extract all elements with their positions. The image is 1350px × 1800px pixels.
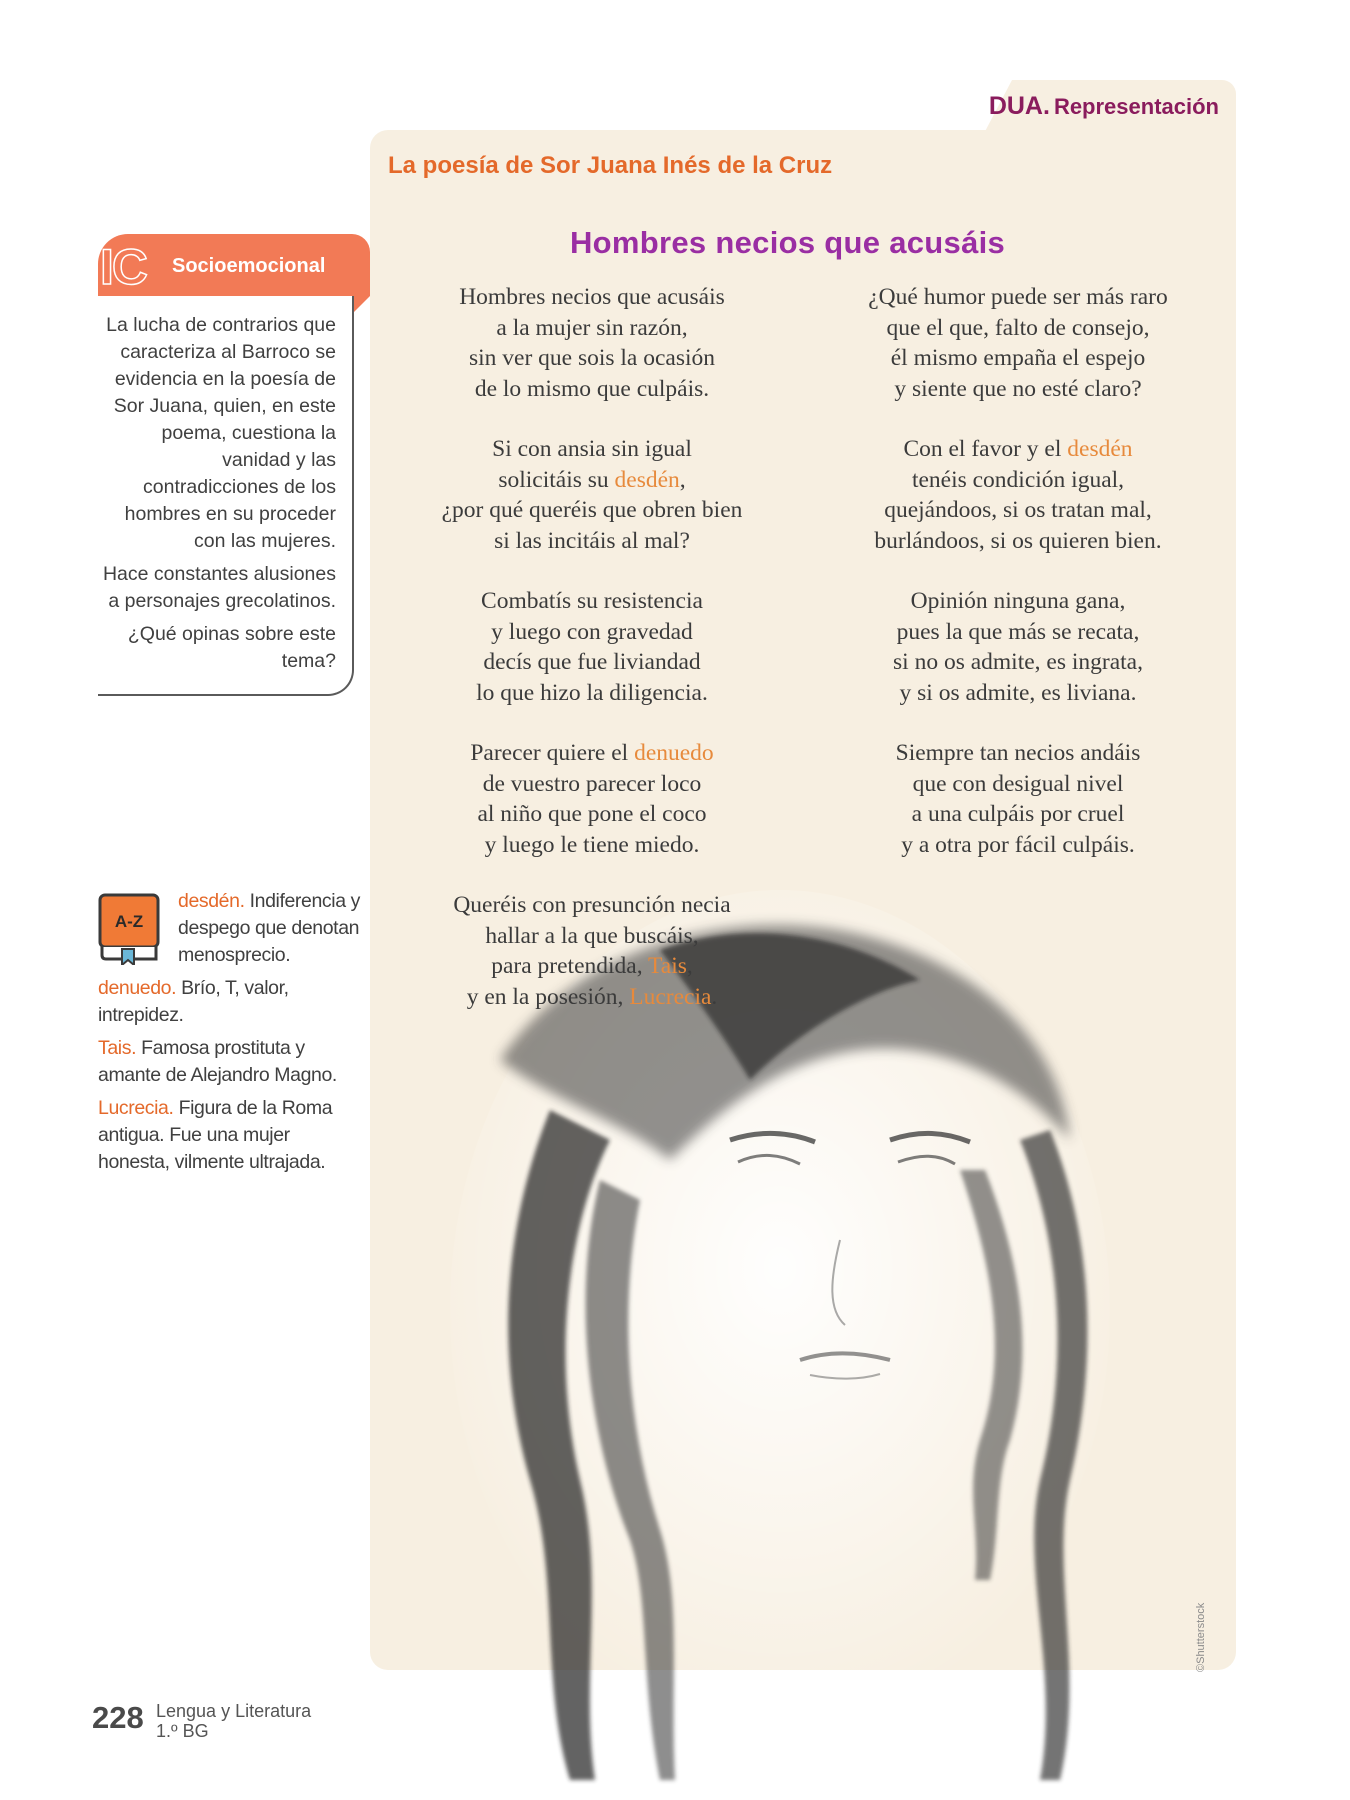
glossary-term: Lucrecia. bbox=[98, 1097, 174, 1119]
poem-line: decís que fue liviandad bbox=[483, 649, 701, 675]
poem-line: si no os admite, es ingrata, bbox=[893, 649, 1143, 675]
poem-line: y a otra por fácil culpáis. bbox=[901, 831, 1135, 858]
page-number: 228 bbox=[92, 1700, 144, 1735]
stanza bbox=[392, 586, 792, 708]
glossary-definition: Brío, T, valor, intrepidez. bbox=[98, 977, 289, 1026]
socioemocional-title: Socioemocional bbox=[172, 255, 326, 277]
poem-line: Combatís su resistencia bbox=[481, 588, 703, 614]
poem-line: y luego le tiene miedo. bbox=[484, 831, 700, 858]
glossary-icon-text: A-Z bbox=[114, 912, 144, 931]
poem-line: tenéis condición igual, bbox=[911, 466, 1125, 493]
dua-label bbox=[989, 92, 1219, 121]
glossary bbox=[98, 888, 360, 1182]
poem-line: lo que hizo la diligencia. bbox=[476, 679, 708, 706]
glossary-term: Tais. bbox=[98, 1037, 137, 1059]
poem-line: para pretendida, Tais, bbox=[491, 953, 693, 979]
stanza bbox=[818, 282, 1218, 404]
glossary-highlight: denuedo bbox=[634, 740, 714, 766]
poem-line: solicitáis su desdén, bbox=[498, 466, 686, 493]
poem-line: Con el favor y el desdén bbox=[903, 436, 1133, 462]
poem-line: a una culpáis por cruel bbox=[911, 801, 1125, 827]
glossary-definition: Famosa prostituta y amante de Alejandro Magno. bbox=[98, 1037, 337, 1086]
socioemocional-paragraph: La lucha de contrarios que caracteriza al Barroco se evidencia en la poesía de Sor Juana, quien, en este poema, cuestiona la vanidad y las contradicciones de los hombres en su proceder con las mujeres. bbox=[106, 314, 336, 552]
stanza bbox=[392, 434, 792, 556]
poem-line: hallar a la que buscáis, bbox=[485, 922, 699, 949]
poem-line: Opinión ninguna gana, bbox=[910, 588, 1126, 614]
poem-line: Hombres necios que acusáis bbox=[459, 284, 725, 310]
poem-line: que el que, falto de consejo, bbox=[886, 314, 1150, 341]
socioemocional-question: ¿Qué opinas sobre este tema? bbox=[127, 623, 336, 672]
poem-line: a la mujer sin razón, bbox=[496, 314, 688, 341]
glossary-term: desdén. bbox=[178, 890, 245, 912]
glossary-entry bbox=[98, 888, 360, 969]
dua-representation: Representación bbox=[1053, 94, 1219, 119]
stanza bbox=[818, 434, 1218, 556]
poem-line: él mismo empaña el espejo bbox=[890, 345, 1146, 371]
glossary-highlight: Tais bbox=[648, 953, 687, 979]
glossary-entry bbox=[98, 1035, 360, 1089]
poem-line: Siempre tan necios andáis bbox=[895, 740, 1141, 766]
poem-line: de lo mismo que culpáis. bbox=[474, 375, 710, 402]
poem-line: al niño que pone el coco bbox=[477, 801, 707, 827]
poem-right-column bbox=[818, 282, 1218, 890]
poem-line: y si os admite, es liviana. bbox=[899, 679, 1137, 706]
glossary-term: denuedo. bbox=[98, 977, 177, 999]
header-notch bbox=[352, 296, 370, 314]
socioemocional-paragraph: Hace constantes alusiones a personajes grecolatinos. bbox=[102, 563, 336, 612]
glossary-entry bbox=[98, 975, 360, 1029]
poem-line: de vuestro parecer loco bbox=[482, 770, 702, 797]
glossary-highlight: desdén bbox=[1067, 436, 1133, 462]
poem-line: ¿Qué humor puede ser más raro bbox=[868, 284, 1168, 310]
poem-line: pues la que más se recata, bbox=[896, 618, 1140, 645]
glossary-definition: Figura de la Roma antigua. Fue una mujer honesta, vilmente ultrajada. bbox=[98, 1097, 333, 1173]
poem-line: que con desigual nivel bbox=[912, 770, 1124, 797]
poem-left-column bbox=[392, 282, 792, 1042]
poem-line: y en la posesión, Lucrecia. bbox=[466, 983, 718, 1010]
socioemocional-text bbox=[98, 312, 336, 681]
footer-subject bbox=[156, 1701, 311, 1741]
poem-line: Parecer quiere el denuedo bbox=[470, 740, 714, 766]
stanza bbox=[392, 890, 792, 1012]
stanza bbox=[392, 282, 792, 404]
ic-logo: IC bbox=[100, 239, 146, 295]
poem-title: Hombres necios que acusáis bbox=[570, 225, 1006, 260]
photo-credit: ©Shutterstock bbox=[1195, 1602, 1207, 1672]
poem-line: Queréis con presunción necia bbox=[453, 892, 731, 918]
stanza bbox=[818, 586, 1218, 708]
stanza bbox=[392, 738, 792, 860]
poem-line: si las incitáis al mal? bbox=[494, 527, 690, 554]
glossary-highlight: Lucrecia bbox=[629, 983, 712, 1010]
glossary-definition: Indiferencia y despego que denotan menosprecio. bbox=[178, 890, 361, 966]
subject-name: Lengua y Literatura bbox=[156, 1701, 312, 1721]
section-title: La poesía de Sor Juana Inés de la Cruz bbox=[388, 152, 833, 179]
grade-level: 1.º BG bbox=[156, 1721, 209, 1741]
poem-line: y luego con gravedad bbox=[491, 618, 693, 645]
dua-abbrev: DUA. bbox=[988, 92, 1050, 120]
poem-line: y siente que no esté claro? bbox=[894, 375, 1142, 402]
glossary-highlight: desdén bbox=[614, 466, 680, 493]
poem-line: ¿por qué queréis que obren bien bbox=[441, 497, 743, 523]
glossary-entry bbox=[98, 1095, 360, 1176]
poem-line: sin ver que sois la ocasión bbox=[468, 345, 716, 371]
poem-line: quejándoos, si os tratan mal, bbox=[884, 497, 1152, 523]
poem-line: burlándoos, si os quieren bien. bbox=[874, 527, 1162, 554]
stanza bbox=[818, 738, 1218, 860]
poem-line: Si con ansia sin igual bbox=[492, 436, 692, 462]
